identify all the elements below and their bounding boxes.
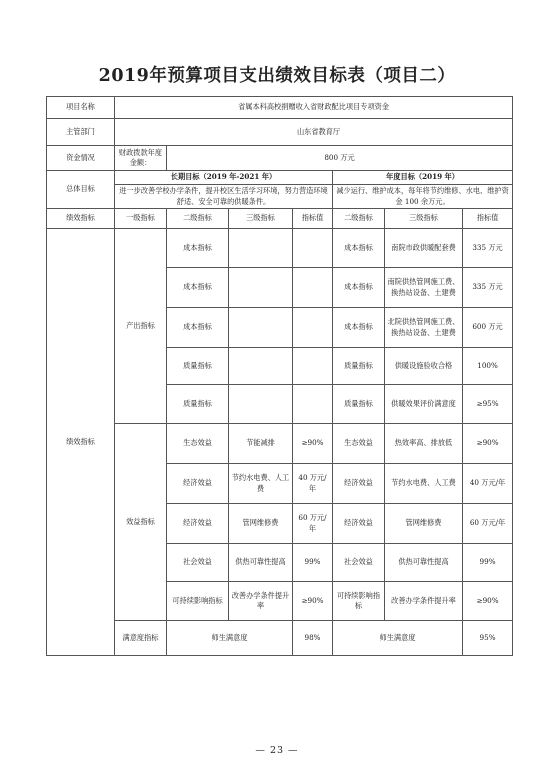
row-indicator-headers — [47, 209, 513, 229]
cell-level2: 成本指标 — [167, 268, 229, 308]
page-title: 2019年预算项目支出绩效目标表（项目二） — [98, 66, 456, 86]
cell-annual-level3: 供热可靠性提高 — [385, 544, 463, 582]
perf-indicator-side-label: 绩效指标 — [47, 229, 115, 656]
long-term-goal-text: 进一步改善学校办学条件，提升校区生活学习环境，努力营造环境舒适、安全可靠的供暖条件。 — [115, 185, 333, 209]
cell-annual-level2: 成本指标 — [333, 268, 385, 308]
cell-value — [293, 229, 333, 268]
table-row — [47, 424, 513, 464]
cell-annual-value: 335 万元 — [463, 268, 513, 308]
cell-level2: 质量指标 — [167, 348, 229, 385]
row-goal-text — [47, 185, 513, 209]
value-department: 山东省教育厅 — [115, 119, 513, 146]
cell-level2: 生态效益 — [167, 424, 229, 464]
cell-annual-level2: 生态效益 — [333, 424, 385, 464]
header-level2: 二级指标 — [167, 209, 229, 229]
cell-annual-level2: 成本指标 — [333, 229, 385, 268]
cell-annual-value: ≥90% — [463, 582, 513, 621]
cell-annual-value: 100% — [463, 348, 513, 385]
cell-value: 99% — [293, 544, 333, 582]
cell-level3: 节约水电费、人工费 — [229, 464, 293, 504]
cell-satisfaction-level23: 师生满意度 — [167, 621, 293, 656]
header-annual-level2: 二级指标 — [333, 209, 385, 229]
cell-annual-level2: 经济效益 — [333, 504, 385, 544]
label-department: 主管部门 — [47, 119, 115, 146]
cell-annual-level2: 质量指标 — [333, 385, 385, 424]
cell-annual-level3: 南院供热管网施工费、换热站设备、土建费 — [385, 268, 463, 308]
cell-level3 — [229, 385, 293, 424]
cell-annual-satisfaction-value: 95% — [463, 621, 513, 656]
group-satisfaction-label: 满意度指标 — [115, 621, 167, 656]
cell-annual-value: 40 万元/年 — [463, 464, 513, 504]
table-row — [47, 229, 513, 268]
cell-level3 — [229, 268, 293, 308]
table-row — [47, 621, 513, 656]
cell-value — [293, 348, 333, 385]
cell-value — [293, 268, 333, 308]
cell-level3 — [229, 308, 293, 348]
cell-annual-value: 99% — [463, 544, 513, 582]
cell-level3: 改善办学条件提升率 — [229, 582, 293, 621]
header-perf-indicator: 绩效指标 — [47, 209, 115, 229]
long-term-goal-header: 长期目标（2019 年-2021 年） — [115, 171, 333, 185]
cell-annual-level3: 供暖效果评价满意度 — [385, 385, 463, 424]
value-project-name: 省属本科高校捐赠收入省财政配比项目专项资金 — [115, 97, 513, 119]
cell-annual-level2: 社会效益 — [333, 544, 385, 582]
cell-level2: 成本指标 — [167, 229, 229, 268]
cell-annual-level3: 供暖设施验收合格 — [385, 348, 463, 385]
cell-annual-value: 600 万元 — [463, 308, 513, 348]
row-project-name — [47, 97, 513, 119]
header-annual-level3: 三级指标 — [385, 209, 463, 229]
cell-annual-value: 335 万元 — [463, 229, 513, 268]
cell-annual-level3: 北院供热管网施工费、换热站设备、土建费 — [385, 308, 463, 348]
label-funding: 资金情况 — [47, 146, 115, 171]
cell-annual-level3: 热效率高、排放低 — [385, 424, 463, 464]
row-funding — [47, 146, 513, 171]
cell-level2: 经济效益 — [167, 504, 229, 544]
cell-level3: 管网维修费 — [229, 504, 293, 544]
annual-goal-text: 减少运行、维护成本，每年将节约维修、水电、维护资金 100 余万元。 — [333, 185, 513, 209]
cell-level3: 节能减排 — [229, 424, 293, 464]
cell-level2: 可持续影响指标 — [167, 582, 229, 621]
cell-level3 — [229, 348, 293, 385]
header-level3: 三级指标 — [229, 209, 293, 229]
cell-level3: 供热可靠性提高 — [229, 544, 293, 582]
cell-annual-value: ≥95% — [463, 385, 513, 424]
cell-level2: 社会效益 — [167, 544, 229, 582]
cell-annual-level3: 改善办学条件提升率 — [385, 582, 463, 621]
cell-annual-value: 60 万元/年 — [463, 504, 513, 544]
label-project-name: 项目名称 — [47, 97, 115, 119]
cell-annual-level2: 可持续影响指标 — [333, 582, 385, 621]
cell-value — [293, 385, 333, 424]
group-output-label: 产出指标 — [115, 229, 167, 424]
cell-annual-level2: 质量指标 — [333, 348, 385, 385]
cell-value — [293, 308, 333, 348]
cell-satisfaction-value: 98% — [293, 621, 333, 656]
cell-value: ≥90% — [293, 582, 333, 621]
performance-goal-table — [46, 96, 513, 656]
header-value: 指标值 — [293, 209, 333, 229]
cell-annual-level2: 成本指标 — [333, 308, 385, 348]
cell-annual-satisfaction-level23: 师生满意度 — [333, 621, 463, 656]
group-benefit-label: 效益指标 — [115, 424, 167, 621]
cell-value: ≥90% — [293, 424, 333, 464]
cell-value: 40 万元/年 — [293, 464, 333, 504]
header-level1: 一级指标 — [115, 209, 167, 229]
cell-annual-value: ≥90% — [463, 424, 513, 464]
header-annual-value: 指标值 — [463, 209, 513, 229]
cell-annual-level3: 节约水电费、人工费 — [385, 464, 463, 504]
row-goal-headers — [47, 171, 513, 185]
cell-level2: 经济效益 — [167, 464, 229, 504]
label-overall-goal: 总体目标 — [47, 171, 115, 209]
cell-annual-level3: 南院市政供暖配套费 — [385, 229, 463, 268]
cell-level3 — [229, 229, 293, 268]
annual-goal-header: 年度目标（2019 年） — [333, 171, 513, 185]
cell-level2: 质量指标 — [167, 385, 229, 424]
value-funding-amount: 800 万元 — [167, 146, 513, 171]
label-funding-sub: 财政拨款年度金额： — [115, 146, 167, 171]
cell-level2: 成本指标 — [167, 308, 229, 348]
cell-annual-level2: 经济效益 — [333, 464, 385, 504]
page-number: — 23 — — [255, 745, 299, 756]
cell-value: 60 万元/年 — [293, 504, 333, 544]
row-department — [47, 119, 513, 146]
cell-annual-level3: 管网维修费 — [385, 504, 463, 544]
